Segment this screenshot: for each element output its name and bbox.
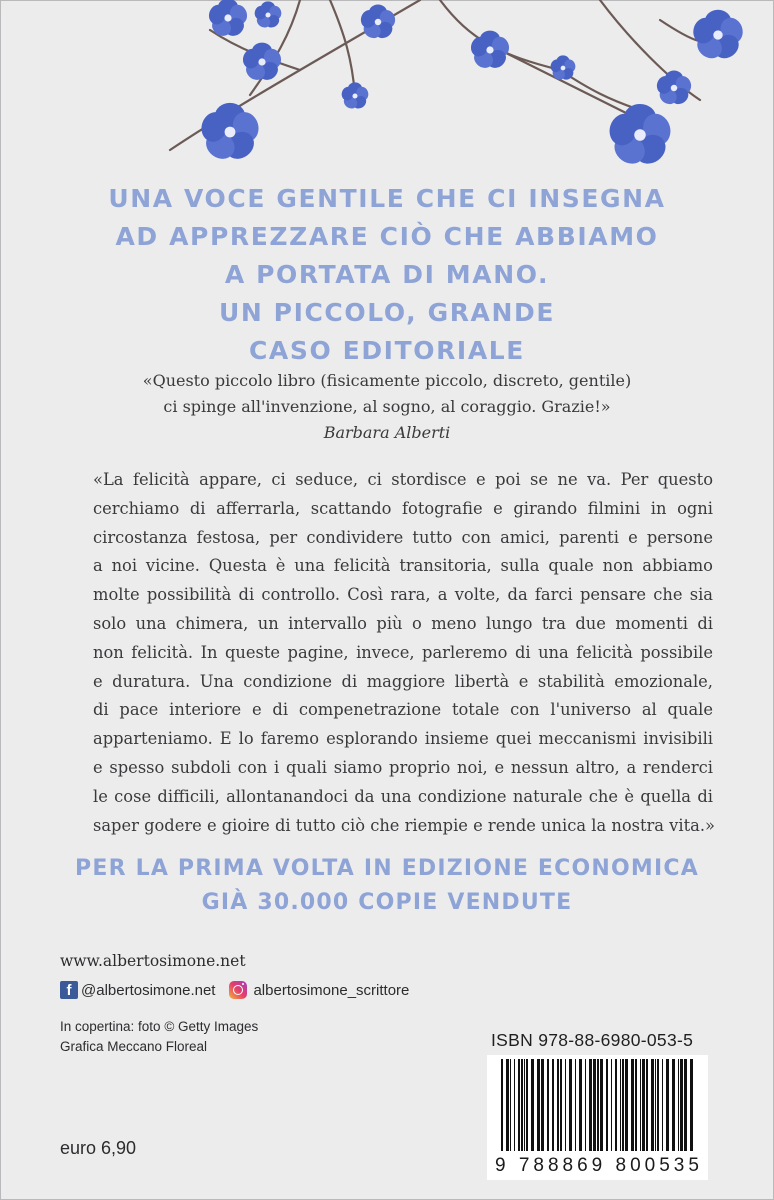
credit-line: In copertina: foto © Getty Images [60,1019,259,1034]
flower-branch-illustration [0,0,774,180]
quote-line: ci spinge all'invenzione, al sogno, al coraggio. Grazie!» [163,397,611,416]
flower-icon [206,0,249,40]
flower-icon [198,103,263,164]
callout-line: GIÀ 30.000 COPIE VENDUTE [201,890,573,915]
blurb-line: e spesso subdoli con i quali siamo proprio noi, e nessun altro, a renderci [93,757,713,777]
headline-line: UN PICCOLO, GRANDE [218,298,556,327]
quote-author: Barbara Alberti [323,423,451,442]
blurb-line: di pace interiore e di compenetrazione totale con l'universo al quale [93,700,713,720]
blurb-line: circostanza festosa, per condividere tutto con amici, parenti e persone [93,527,713,547]
flower-icon [655,71,694,108]
cover-credits [60,1017,258,1057]
headline [0,180,774,370]
flower-icon [606,104,675,170]
flower-icon [253,1,283,30]
barcode-number: 9 788869 800535 [487,1152,708,1180]
blurb-line: saper godere e gioire di tutto ciò che riempie e rende unica la nostra vita.» [93,815,715,835]
headline-line: AD APPREZZARE CIÒ CHE ABBIAMO [115,222,659,251]
facebook-icon: f [60,981,78,999]
quote-line: «Questo piccolo libro (fisicamente piccolo, discreto, gentile) [142,371,632,390]
barcode [487,1055,708,1155]
flower-icon [340,82,370,111]
blurb-line: le cose difficili, allontanandoci da una condizione naturale che è quella di [93,786,713,806]
flower-icon [359,5,398,42]
blurb-line: a noi vicine. Questa è una felicità transitoria, sulla quale non abbiamo [93,556,713,576]
instagram-handle[interactable]: albertosimone_scrittore [253,981,410,999]
blurb-text [93,466,713,840]
callout-line: PER LA PRIMA VOLTA IN EDIZIONE ECONOMICA [75,856,699,881]
headline-line: UNA VOCE GENTILE CHE CI INSEGNA [108,184,666,213]
blurb-line: «La felicità appare, ci seduce, ci stordisce e poi se ne va. Per questo [93,470,713,489]
blurb-line: e duratura. Una condizione di maggiore libertà e stabilità emozionale, [93,671,713,691]
credit-line: Grafica Meccano Floreal [60,1039,208,1054]
author-website[interactable]: www.albertosimone.net [60,952,246,970]
price: euro 6,90 [60,1138,137,1158]
headline-line: CASO EDITORIALE [248,336,525,365]
review-quote [0,368,774,446]
flower-icon [240,43,283,84]
isbn-label: ISBN 978-88-6980-053-5 [491,1030,694,1050]
sales-callout [0,852,774,920]
blurb-line: apparteniamo. E lo faremo esplorando insieme quei meccanismi invisibili [93,729,713,749]
blurb-line: cerchiamo di afferrarla, scattando fotografie e girando filmini in ogni [93,498,713,518]
facebook-handle[interactable]: @albertosimone.net [81,981,216,999]
flower-icon [690,10,746,63]
headline-line: A PORTATA DI MANO. [224,260,550,289]
instagram-icon [229,981,247,999]
blurb-line: molte possibilità di controllo. Così rara, a volte, da farci pensare che sia [93,585,713,605]
flower-icon [468,31,511,72]
blurb-line: non felicità. In queste pagine, invece, parleremo di una felicità possibile [93,642,713,662]
social-links [60,979,409,1001]
blurb-line: solo una chimera, un intervallo più o meno lungo tra due momenti di [93,613,713,633]
